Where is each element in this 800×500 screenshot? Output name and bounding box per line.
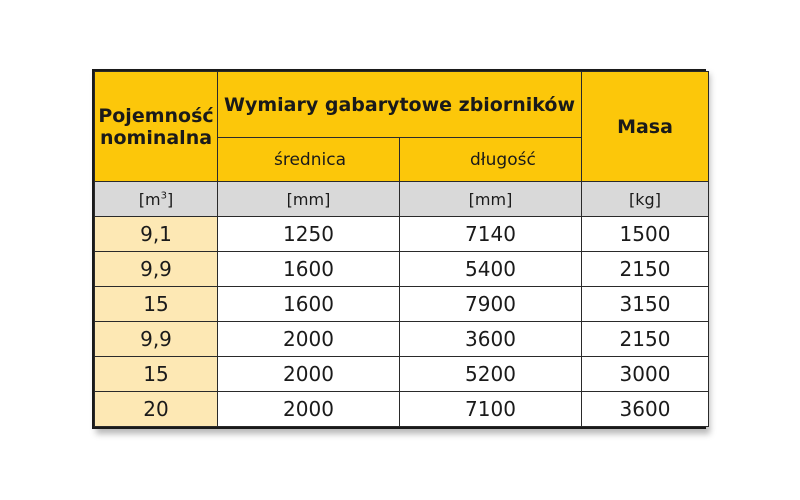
header-dimensions: Wymiary gabarytowe zbiorników [218,72,582,138]
cell-capacity: 15 [95,287,218,322]
cell-capacity: 9,1 [95,217,218,252]
header-mass: Masa [582,72,709,182]
cell-capacity: 9,9 [95,322,218,357]
table-grid [94,71,709,427]
unit-diameter: [mm] [218,182,400,217]
cell-capacity: 20 [95,392,218,427]
cell-diameter: 1600 [218,287,400,322]
unit-mass: [kg] [582,182,709,217]
header-capacity-line2: nominalna [99,126,213,149]
table-row [95,322,709,357]
cell-capacity: 9,9 [95,252,218,287]
header-length: długość [400,138,582,182]
table-row [95,252,709,287]
cell-mass: 3000 [582,357,709,392]
table-row [95,392,709,427]
cell-mass: 2150 [582,252,709,287]
unit-length: [mm] [400,182,582,217]
cell-length: 7100 [400,392,582,427]
cell-length: 5400 [400,252,582,287]
table-row [95,217,709,252]
cell-length: 7140 [400,217,582,252]
cell-diameter: 1250 [218,217,400,252]
header-diameter: średnica [218,138,400,182]
units-row [95,182,709,217]
cell-diameter: 1600 [218,252,400,287]
header-capacity-line1: Pojemność [98,104,214,127]
cell-diameter: 2000 [218,357,400,392]
cell-length: 7900 [400,287,582,322]
tank-dimensions-table [92,69,706,429]
header-capacity [95,72,218,182]
cell-mass: 3600 [582,392,709,427]
table-row [95,357,709,392]
cell-length: 5200 [400,357,582,392]
cell-diameter: 2000 [218,322,400,357]
cell-length: 3600 [400,322,582,357]
cell-mass: 3150 [582,287,709,322]
cell-capacity: 15 [95,357,218,392]
table-row [95,287,709,322]
cell-diameter: 2000 [218,392,400,427]
cell-mass: 1500 [582,217,709,252]
cell-mass: 2150 [582,322,709,357]
unit-capacity: $[m^3]$ [95,182,218,217]
